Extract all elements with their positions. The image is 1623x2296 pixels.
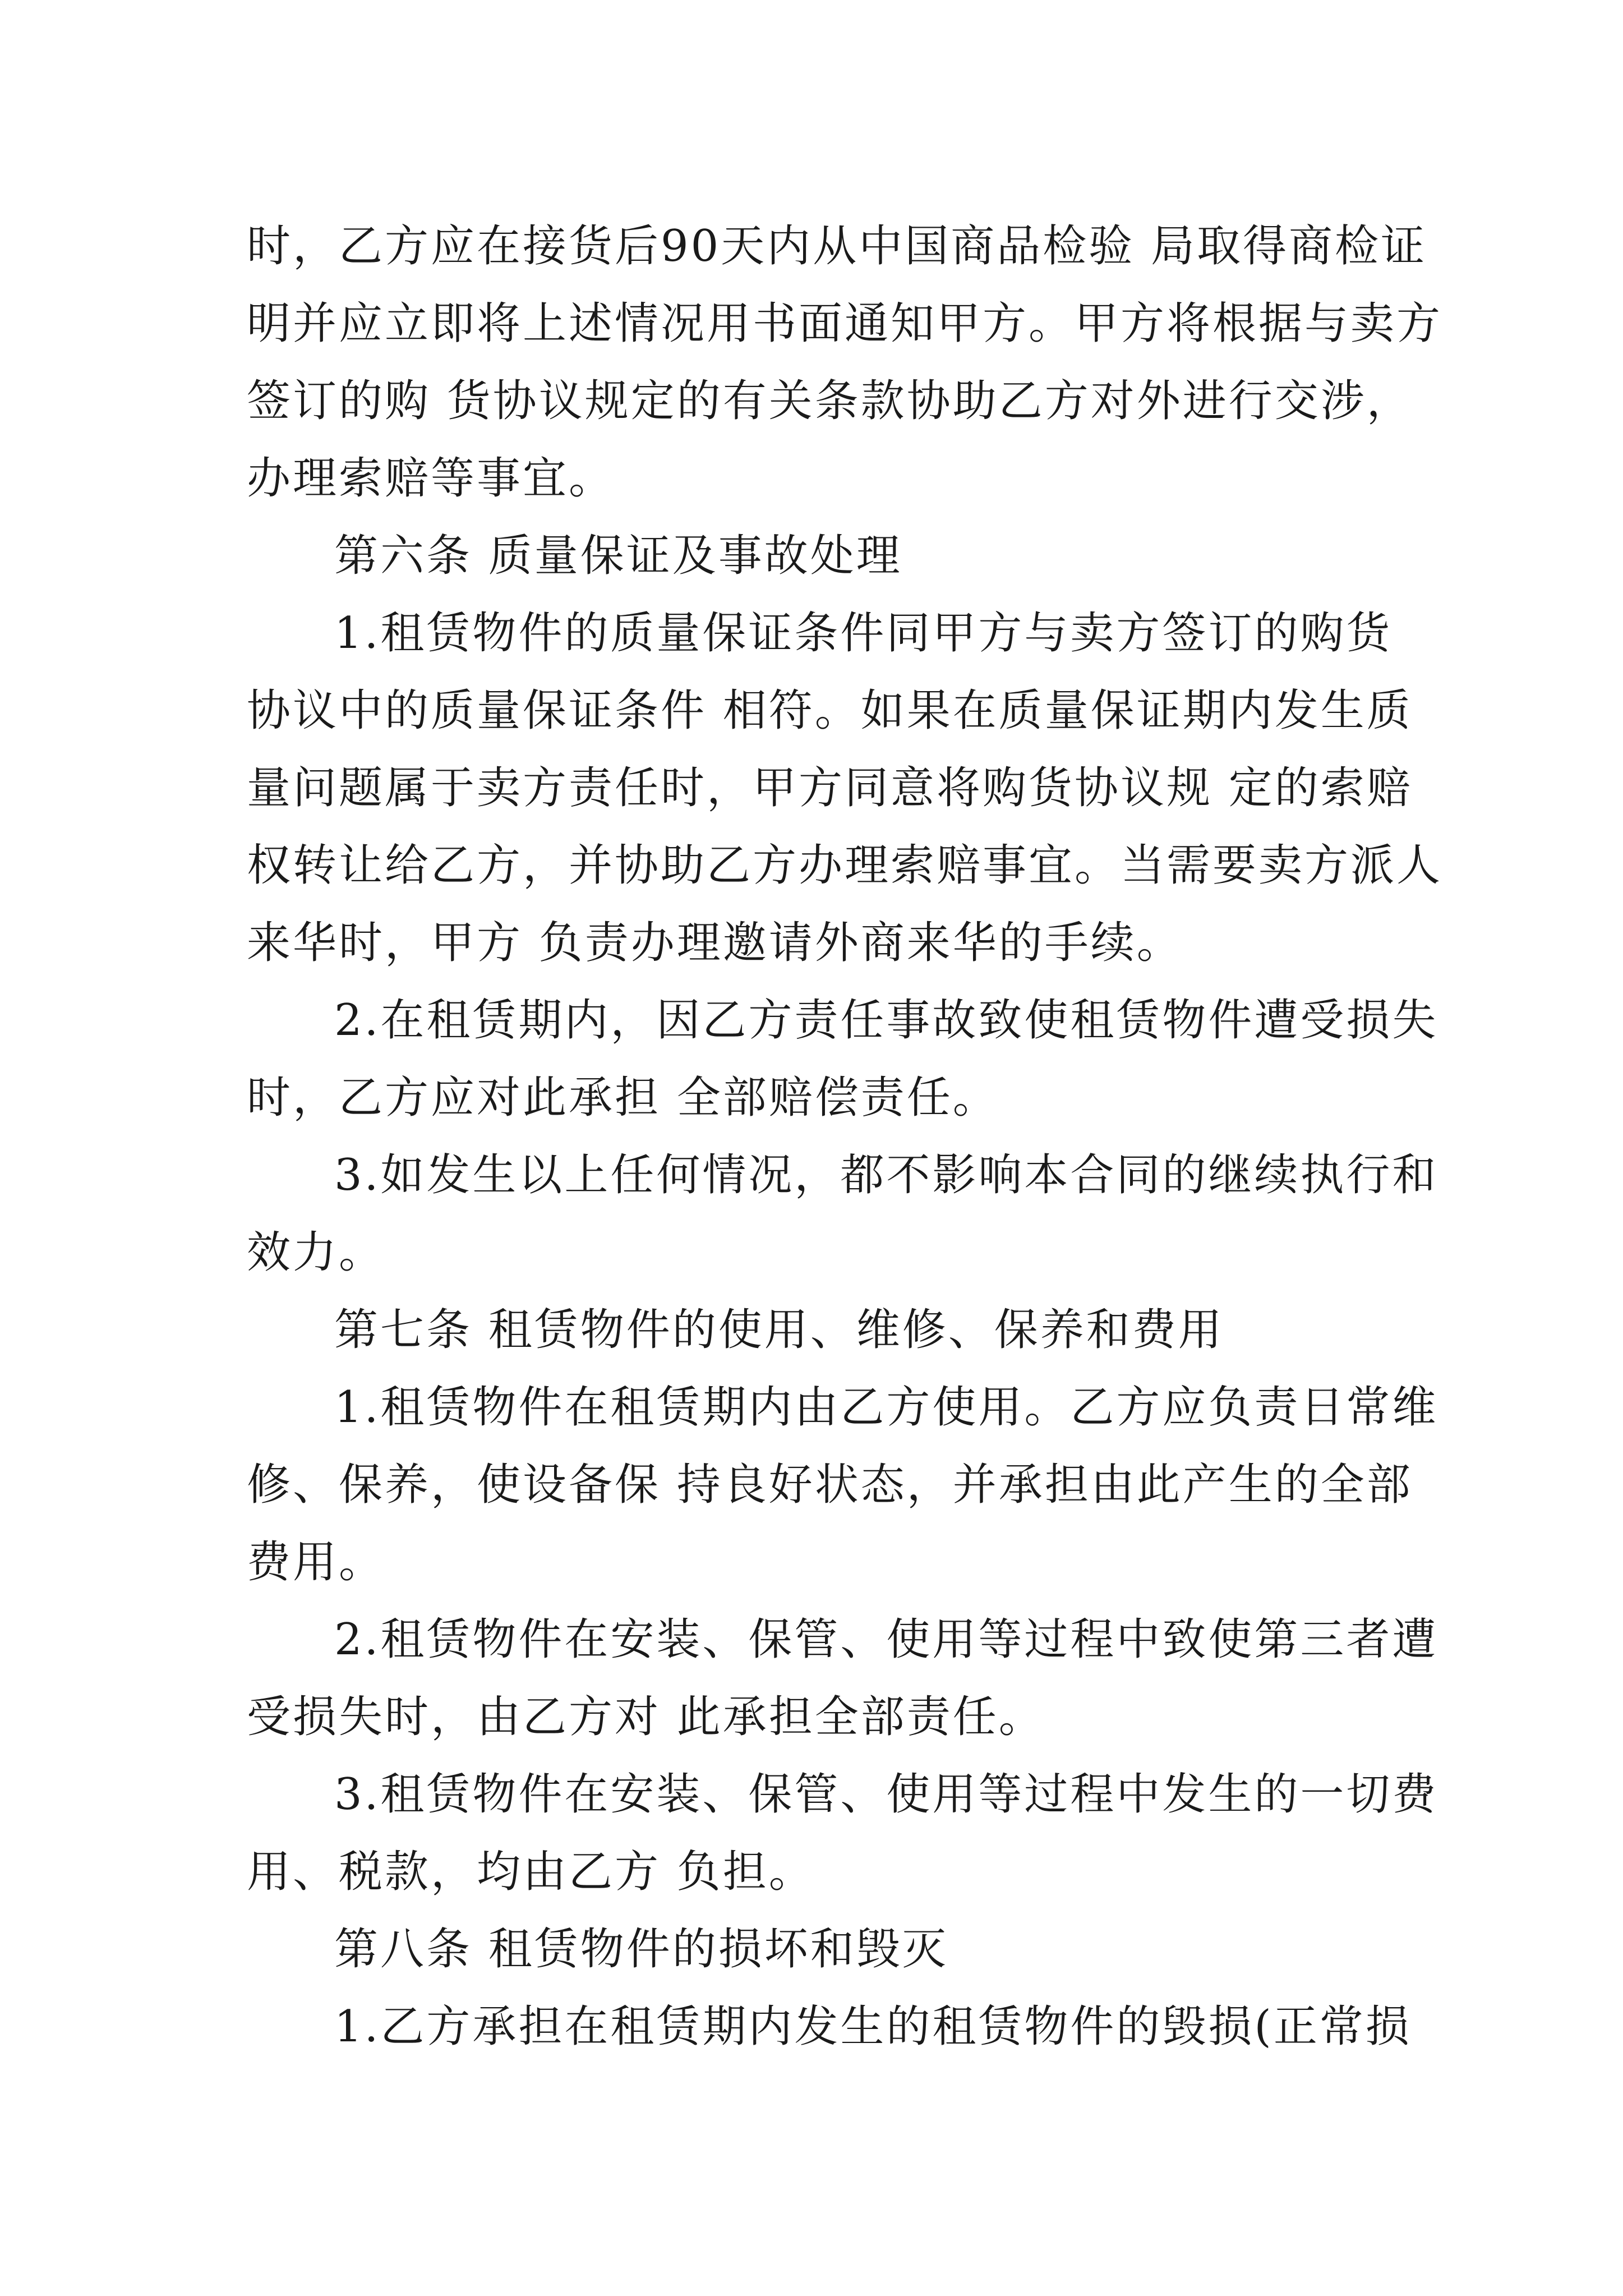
text-line: 效力。: [247, 1227, 385, 1278]
text-line: 3.租赁物件在安装、保管、使用等过程中发生的一切费: [334, 1769, 1438, 1820]
text-line: 1.乙方承担在租赁期内发生的租赁物件的毁损(正常损: [334, 2001, 1412, 2052]
text-line: 1.租赁物件在租赁期内由乙方使用。乙方应负责日常维: [334, 1382, 1438, 1433]
text-line: 3.如发生以上任何情况，都不影响本合同的继续执行和: [334, 1150, 1438, 1200]
text-line: 办理索赔等事宜。: [247, 453, 615, 504]
text-line: 协议中的质量保证条件 相符。如果在质量保证期内发生质: [247, 685, 1413, 736]
text-line: 费用。: [247, 1537, 385, 1588]
text-line: 1.租赁物件的质量保证条件同甲方与卖方签订的购货: [334, 608, 1393, 659]
text-line: 量问题属于卖方责任时，甲方同意将购货协议规 定的索赔: [247, 763, 1413, 813]
text-line: 2.在租赁期内，因乙方责任事故致使租赁物件遭受损失: [334, 995, 1438, 1046]
section-heading-article-8: 第八条 租赁物件的损坏和毁灭: [334, 1924, 948, 1975]
document-body: [247, 208, 1443, 2065]
text-line: 用、税款，均由乙方 负担。: [247, 1847, 815, 1897]
text-line: 权转让给乙方，并协助乙方办理索赔事宜。当需要卖方派人: [247, 840, 1443, 891]
text-line: 修、保养，使设备保 持良好状态，并承担由此产生的全部: [247, 1460, 1413, 1510]
text-line: 明并应立即将上述情况用书面通知甲方。甲方将根据与卖方: [247, 298, 1443, 349]
text-line: 时，乙方应对此承担 全部赔偿责任。: [247, 1073, 999, 1123]
text-line: 时，乙方应在接货后90天内从中国商品检验 局取得商检证: [247, 221, 1427, 272]
section-heading-article-7: 第七条 租赁物件的使用、维修、保养和费用: [334, 1305, 1224, 1355]
text-line: 签订的购 货协议规定的有关条款协助乙方对外进行交涉，: [247, 376, 1413, 426]
text-line: 来华时，甲方 负责办理邀请外商来华的手续。: [247, 918, 1183, 968]
text-line: 受损失时，由乙方对 此承担全部责任。: [247, 1692, 1045, 1742]
text-line: 2.租赁物件在安装、保管、使用等过程中致使第三者遭: [334, 1614, 1438, 1665]
section-heading-article-6: 第六条 质量保证及事故处理: [334, 531, 902, 581]
